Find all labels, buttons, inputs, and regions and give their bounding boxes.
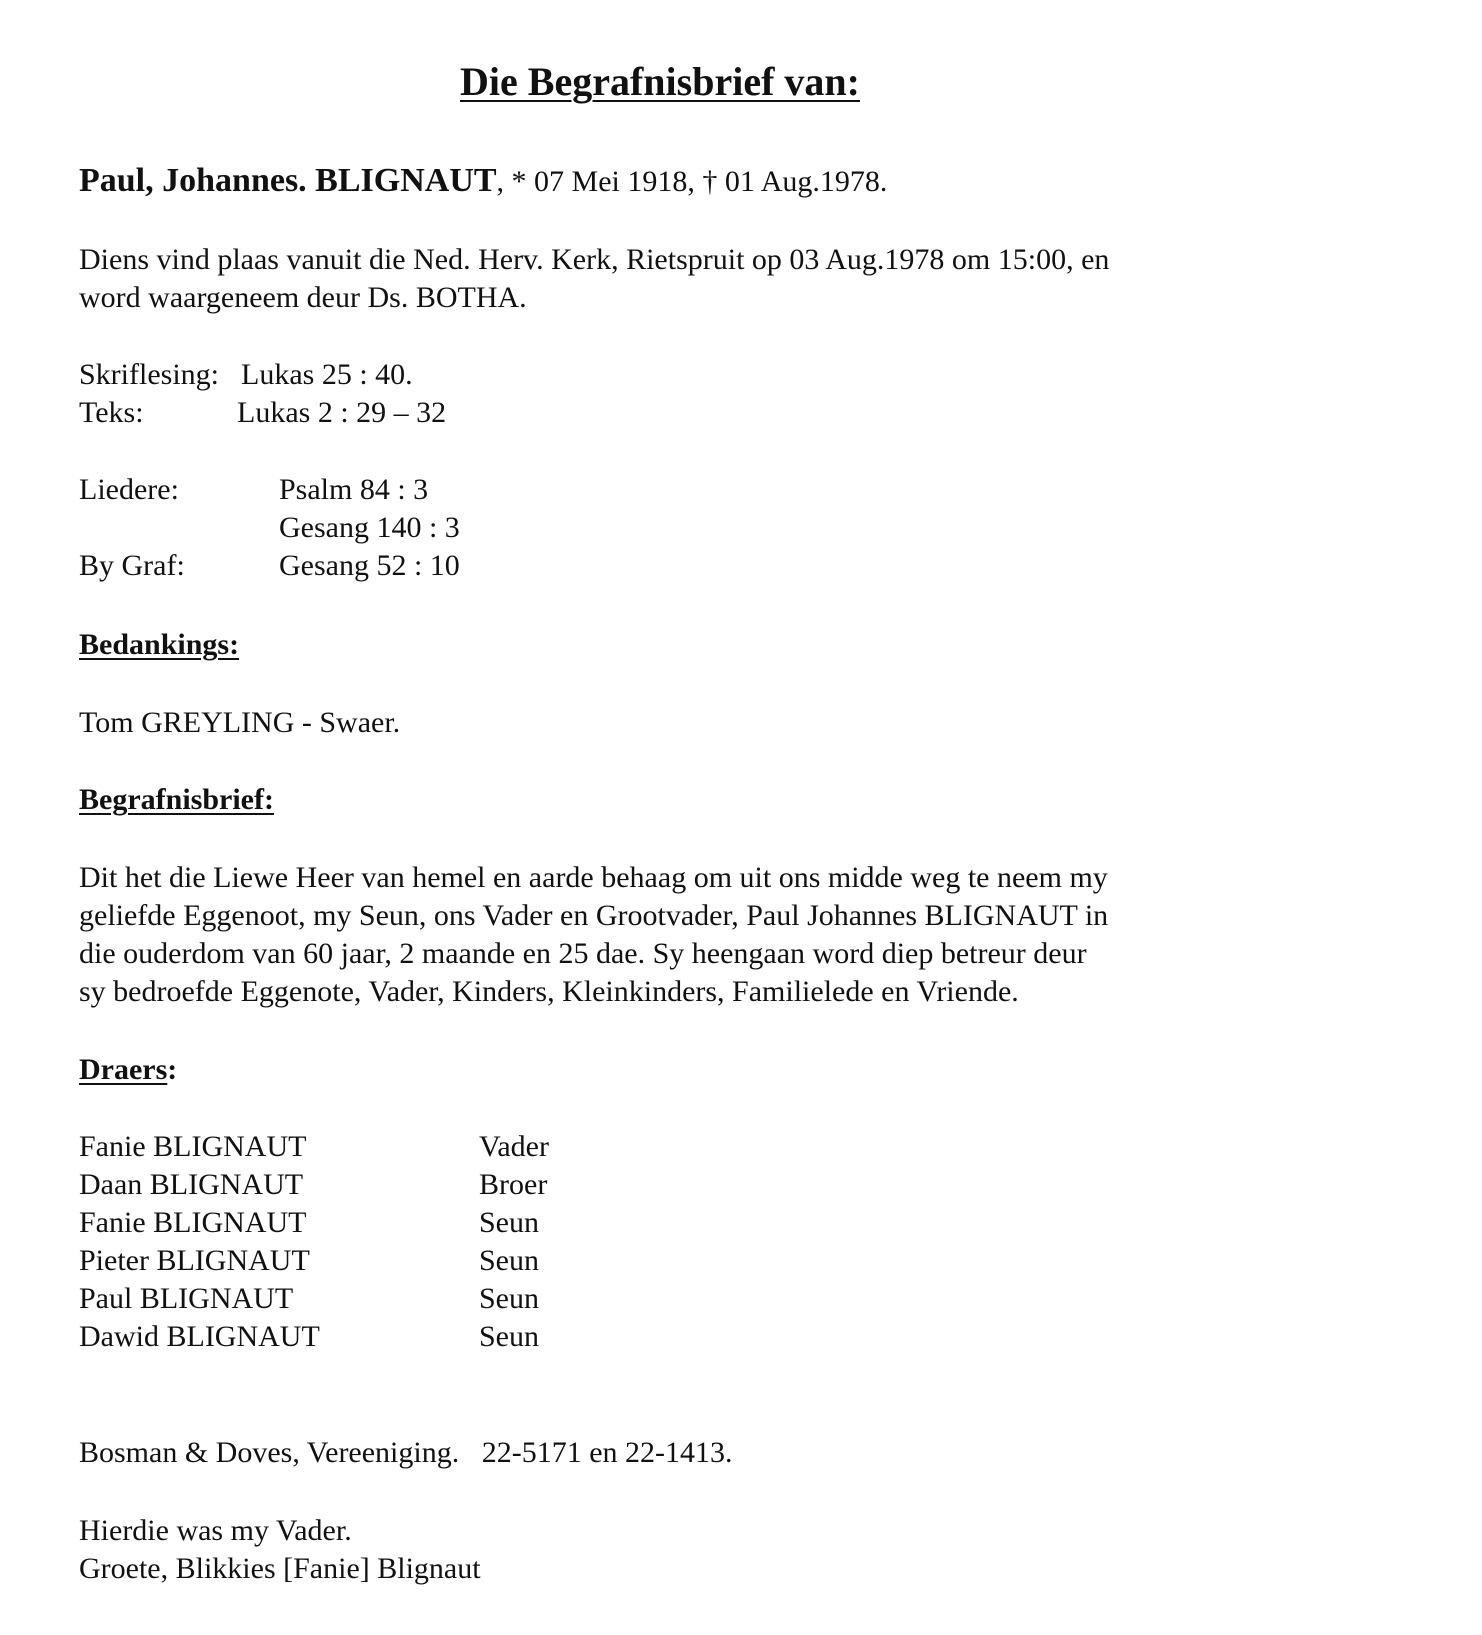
begrafnisbrief-line-2: geliefde Eggenoot, my Seun, ons Vader en Grootvader, Paul Johannes BLIGNAUT in [79,899,1109,932]
draer-relation: Seun [479,1206,539,1239]
closing-line-1: Hierdie was my Vader. [79,1514,352,1547]
undertaker-line: Bosman & Doves, Vereeniging. 22-5171 en 22-1413. [79,1436,733,1469]
bedankings-heading: Bedankings: [79,628,240,661]
teks-label: Teks: [79,396,144,429]
liedere-item-2: Gesang 140 : 3 [279,511,460,544]
service-line-2: word waargeneem deur Ds. BOTHA. [79,281,527,314]
closing-line-2: Groete, Blikkies [Fanie] Blignaut [79,1552,481,1585]
bedankings-text: Tom GREYLING - Swaer. [79,706,401,739]
draers-colon: : [167,1053,178,1086]
draer-relation: Seun [479,1282,539,1315]
draer-name: Daan BLIGNAUT [79,1168,304,1201]
draer-name: Dawid BLIGNAUT [79,1320,320,1353]
skriflesing-value: Lukas 25 : 40. [241,358,413,391]
deceased-name: Paul, Johannes. BLIGNAUT [79,162,497,199]
begrafnisbrief-line-1: Dit het die Liewe Heer van hemel en aarde behaag om uit ons midde weg te neem my [79,861,1108,894]
draers-heading: Draers [79,1053,168,1086]
draer-name: Paul BLIGNAUT [79,1282,294,1315]
draers-heading-line [79,1051,177,1089]
bygraf-label: By Graf: [79,549,185,582]
begrafnisbrief-line-3: die ouderdom van 60 jaar, 2 maande en 25 dae. Sy heengaan word diep betreur deur [79,937,1087,970]
draer-relation: Seun [479,1320,539,1353]
begrafnisbrief-line-4: sy bedroefde Eggenote, Vader, Kinders, Kleinkinders, Familielede en Vriende. [79,975,1019,1008]
teks-value: Lukas 2 : 29 – 32 [237,396,447,429]
deceased-line [79,162,887,201]
service-line-1: Diens vind plaas vanuit die Ned. Herv. Kerk, Rietspruit op 03 Aug.1978 om 15:00, en [79,243,1110,276]
draer-relation: Seun [479,1244,539,1277]
draer-relation: Vader [479,1130,549,1163]
draer-name: Fanie BLIGNAUT [79,1130,307,1163]
skriflesing-label: Skriflesing: [79,358,219,391]
page-title: Die Begrafnisbrief van: [460,59,860,104]
begrafnisbrief-heading: Begrafnisbrief: [79,783,274,816]
liedere-label: Liedere: [79,473,179,506]
draer-name: Fanie BLIGNAUT [79,1206,307,1239]
deceased-dates: , * 07 Mei 1918, † 01 Aug.1978. [496,165,888,198]
draer-name: Pieter BLIGNAUT [79,1244,310,1277]
liedere-item-1: Psalm 84 : 3 [279,473,429,506]
bygraf-value: Gesang 52 : 10 [279,549,460,582]
draer-relation: Broer [479,1168,548,1201]
